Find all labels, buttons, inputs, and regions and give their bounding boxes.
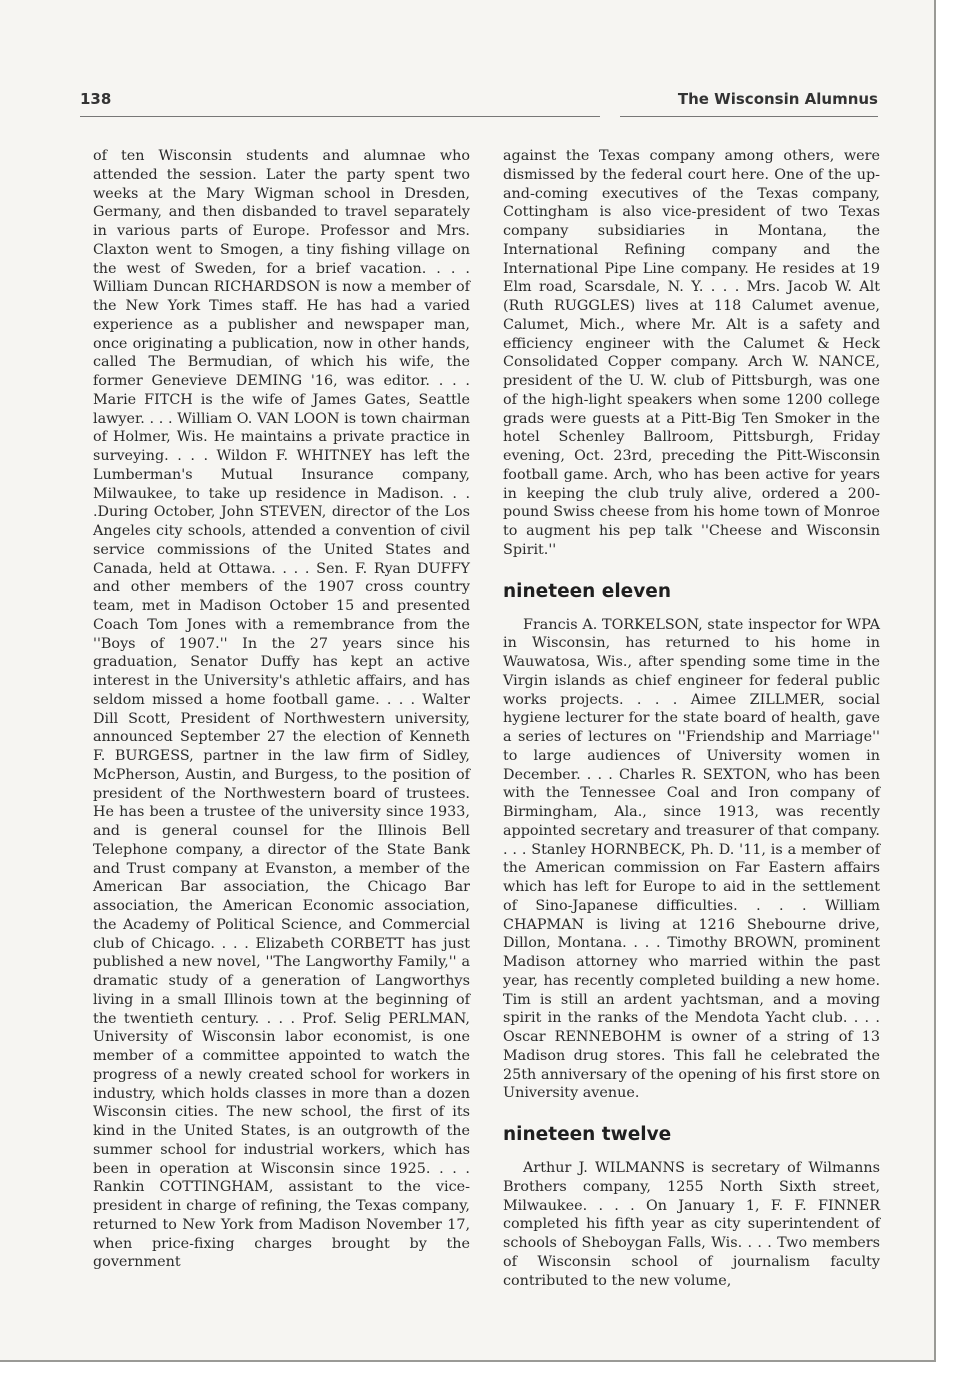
journal-title: The Wisconsin Alumnus	[677, 90, 878, 108]
left-column	[93, 147, 470, 1272]
right-column	[503, 147, 880, 1290]
page-number: 138	[80, 90, 112, 108]
header-rule-right	[620, 116, 878, 117]
header-rule-left	[80, 116, 600, 117]
left-column-paragraph: of ten Wisconsin students and alumnae who attended the session. Later the party spent two weeks at the Mary Wigman school in Dresden, Germany, and then disbanded to travel separately in various parts of Europe. Professor and Mrs. Claxton went to Smogen, a tiny fishing village on the west of Sweden, for a brief vacation. . . . William Duncan RICHARDSON is now a member of the New York Times staff. He has had a varied experience as a publisher and newspaper man, once originating a publication, now in other hands, called The Bermudian, of which his wife, the former Genevieve DEMING '16, was editor. . . . Marie FITCH is the wife of James Gates, Seattle lawyer. . . . William O. VAN LOON is town chairman of Holmer, Wis. He maintains a private practice in surveying. . . . Wildon F. WHITNEY has left the Lumberman's Mutual Insurance company, Milwaukee, to take up residence in Madison. . . .During October, John STEVEN, director of the Los Angeles city schools, attended a convention of civil service commissions of the United States and Canada, held at Ottawa. . . . Sen. F. Ryan DUFFY and other members of the 1907 cross country team, met in Madison October 15 and presented Coach Tom Jones with a remembrance from the ''Boys of 1907.'' In the 27 years since his graduation, Senator Duffy has kept an active interest in the University's athletic affairs, and has seldom missed a home football game. . . . Walter Dill Scott, President of Northwestern university, announced September 27 the election of Kenneth F. BURGESS, partner in the law firm of Sidley, McPherson, Austin, and Burgess, to the position of president of the Northwestern board of trustees. He has been a trustee of the university since 1933, and is general counsel for the Illinois Bell Telephone company, a director of the State Bank and Trust company at Evanston, a member of the American Bar association, the Chicago Bar association, the American Economic association, the Academy of Political Science, and Commercial club of Chicago. . . . Elizabeth CORBETT has just published a new novel, ''The Langworthy Family,'' a dramatic study of a generation of Langworthys living in a small Illinois town at the beginning of the twentieth century. . . . Prof. Selig PERLMAN, University of Wisconsin labor economist, is one member of a committee appointed to watch the progress of a newly created school for workers in industry, which holds classes in more than a dozen Wisconsin cities. The new school, the first of its kind in the United States, is an outgrowth of the summer school for industrial workers, which has been in operation at Wisconsin since 1925. . . . Rankin COTTINGHAM, assistant to the vice-president in charge of refining, the Texas company, returned to New York from Madison November 17, when price-fixing charges brought by the government	[93, 148, 470, 1271]
section-heading-nineteen-eleven: nineteen eleven	[503, 580, 671, 602]
section-text-nineteen-twelve: Arthur J. WILMANNS is secretary of Wilmanns Brothers company, 1255 North Sixth street, Milwaukee. . . . On January 1, F. F. FINNER completed his fifth year as city superintendent of schools of Sheboygan Falls, Wis. . . . Two members of Wisconsin school of journalism faculty contributed to the new volume,	[503, 1160, 880, 1289]
section-heading-nineteen-twelve: nineteen twelve	[503, 1124, 672, 1145]
right-column-intro: against the Texas company among others, were dismissed by the federal court here. One of the up-and-coming executives of the Texas company, Cottingham is also vice-president of two Texas company subsidiaries in Montana, the International Refining company and the International Pipe Line company. He resides at 19 Elm road, Scarsdale, N. Y. . . . Mrs. Jacob W. Alt (Ruth RUGGLES) lives at 118 Calumet avenue, Calumet, Mich., where Mr. Alt is a safety and efficiency engineer with the Calumet & Heck Consolidated Copper company. Arch W. NANCE, president of the U. W. club of Pittsburgh, was one of the high-light speakers when some 1200 college grads were guests at a Pitt-Big Ten Smoker in the hotel Schenley Ballroom, Pittsburgh, Friday evening, Oct. 23rd, preceding the Pitt-Wisconsin football game. Arch, who has been active for years in keeping the club truly alive, ordered a 200-pound Swiss cheese from his home town of Monroe to augment his pep talk ''Cheese and Wisconsin Spirit.''	[503, 148, 880, 558]
page-header	[80, 86, 878, 116]
section-text-nineteen-eleven: Francis A. TORKELSON, state inspector for WPA in Wisconsin, has returned to his home in Wauwatosa, Wis., after spending some time in the Virgin islands as chief engineer for federal public works projects. . . . Aimee ZILLMER, social hygiene lecturer for the state board of health, gave a series of lectures on ''Friendship and Marriage'' to large audiences of University women in December. . . . Charles R. SEXTON, who has been with the Tennessee Coal and Iron company of Birmingham, Ala., since 1913, was recently appointed secretary and treasurer of that company. . . . Stanley HORNBECK, Ph. D. '11, is a member of the American commission on Far Eastern affairs which has left for Europe to aid in the settlement of Sino-Japanese difficulties. . . . William CHAPMAN is living at 1216 Shebourne drive, Dillon, Montana. . . . Timothy BROWN, prominent Madison attorney who married within the past year, has recently completed building a new home. Tim is still an ardent yachtsman, and a moving spirit in the ranks of the Mendota Yacht club. . . . Oscar RENNEBOHM is owner of a string of 13 Madison drug stores. This fall he celebrated the 25th anniversary of the opening of his first store on University avenue.	[503, 616, 880, 1102]
